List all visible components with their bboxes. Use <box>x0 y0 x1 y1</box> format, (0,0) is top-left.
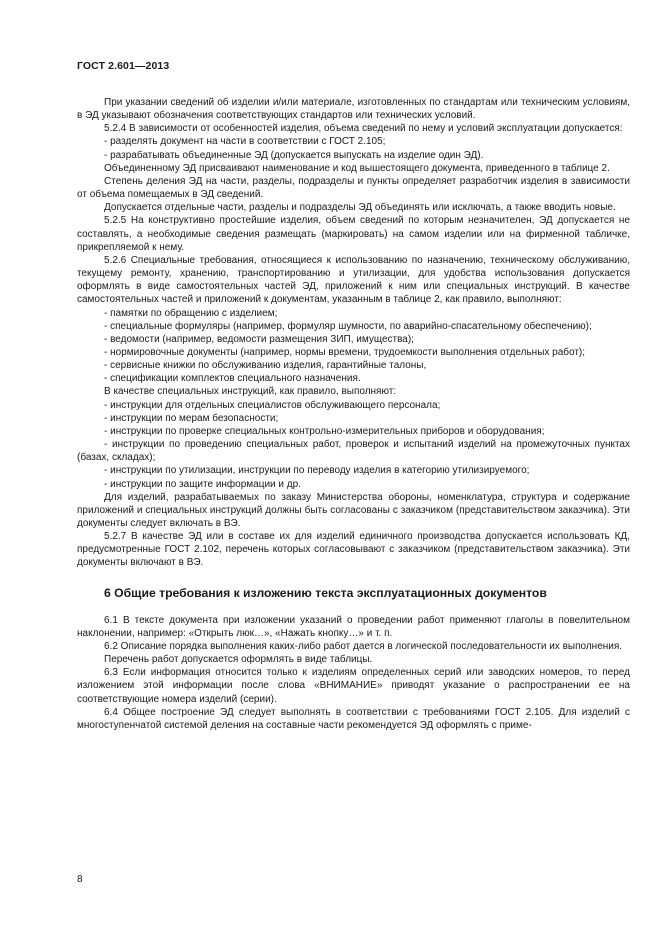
clause-5-2-4: 5.2.4 В зависимости от особенностей изделия, объема сведений по нему и условий эксплуатации допускается: <box>104 123 623 135</box>
list-item: - нормировочные документы (например, нормы времени, трудоемкости выполнения отдельных работ); <box>104 346 586 358</box>
paragraph: Допускается отдельные части, разделы и подразделы ЭД объединять или исключать, а также вводить новые. <box>104 202 616 214</box>
list-item: - специальные формуляры (например, формуляр шумности, по аварийно-спасательному обеспечению); <box>104 320 592 332</box>
paragraph: В качестве специальных инструкций, как правило, выполняют: <box>104 386 397 398</box>
list-item: - памятки по обращению с изделием; <box>104 307 278 319</box>
list-item: - разрабатывать объединенные ЭД (допускается выпускать на изделие один ЭД). <box>104 149 484 161</box>
list-item: - спецификации комплектов специального назначения. <box>104 373 361 385</box>
list-item: - инструкции по мерам безопасности; <box>104 412 279 424</box>
clause-6-3: 6.3 Если информация относится только к изделиям определенных серий или заводских номеров, то перед изложением этой информации после слова «ВНИМАНИЕ» приводят указание о распространении ее на соответствующие номера изделий (серии). <box>77 667 630 705</box>
document-body <box>77 96 630 732</box>
clause-6-1: 6.1 В тексте документа при изложении указаний о проведении работ применяют глаголы в повелительном наклонении, например: «Открыть люк…», «Нажать кнопку…» и т. п. <box>77 614 630 639</box>
document-header: ГОСТ 2.601—2013 <box>77 60 170 72</box>
list-item: - разделять документ на части в соответствии с ГОСТ 2.105; <box>104 136 386 148</box>
page-number: 8 <box>77 874 83 885</box>
clause-6-2: 6.2 Описание порядка выполнения каких-либо работ дается в логической последовательности их выполнения. <box>104 640 623 652</box>
list-item: - инструкции по утилизации, инструкции по переводу изделия в категорию утилизируемого; <box>104 465 530 477</box>
list-item: - ведомости (например, ведомости размещения ЗИП, имущества); <box>104 333 414 345</box>
clause-6-4: 6.4 Общее построение ЭД следует выполнять в соответствии с требованиями ГОСТ 2.105. Для изделий с многоступенчатой системой деления на составные части рекомендуется ЭД оформлять с приме- <box>77 706 630 731</box>
clause-5-2-7: 5.2.7 В качестве ЭД или в составе их для изделий единичного производства допускается использовать КД, предусмотренные ГОСТ 2.102, перечень которых согласовывают с заказчиком (представительством заказчика). Эти документы включают в ВЭ. <box>77 531 630 569</box>
list-item: - инструкции по проверке специальных контрольно-измерительных приборов и оборудования; <box>104 425 545 437</box>
paragraph: Для изделий, разрабатываемых по заказу Министерства обороны, номенклатура, структура и содержание приложений и специальных инструкций должны быть согласованы с заказчиком (представительством заказчика). Эти документы следует включать в ВЭ. <box>77 491 630 529</box>
list-item: - инструкции для отдельных специалистов обслуживающего персонала; <box>104 399 441 411</box>
clause-5-2-5: 5.2.5 На конструктивно простейшие изделия, объем сведений по которым незначителен, ЭД допускается не составлять, а необходимые сведения размещать (маркировать) на самом изделии или на фирменной табличке, прикрепляемой к нему. <box>77 215 630 253</box>
paragraph: Степень деления ЭД на части, разделы, подразделы и пункты определяет разработчик изделия в зависимости от объема помещаемых в ЭД сведений. <box>77 175 630 201</box>
list-item: - сервисные книжки по обслуживанию изделия, гарантийные талоны, <box>104 360 427 372</box>
paragraph: Объединенному ЭД присваивают наименование и код вышестоящего документа, приведенного в таблице 2. <box>104 162 610 174</box>
list-item: - инструкции по проведению специальных работ, проверок и испытаний изделий на промежуточных пунктах (базах, складах); <box>77 439 630 464</box>
section-6-heading: 6 Общие требования к изложению текста эксплуатационных документов <box>104 585 547 600</box>
paragraph: Перечень работ допускается оформлять в виде таблицы. <box>104 654 373 666</box>
list-item: - инструкции по защите информации и др. <box>104 478 301 490</box>
clause-5-2-6: 5.2.6 Специальные требования, относящиеся к использованию по назначению, техническому обслуживанию, текущему ремонту, хранению, транспортированию и утилизации, для удобства использования допускается оформлять в виде самостоятельных частей ЭД, приложений к ним или специальных инструкций. В качестве самостоятельных частей и приложений к документам, указанным в таблице 2, как правило, выполняют: <box>77 254 630 306</box>
paragraph: При указании сведений об изделии и/или материале, изготовленных по стандартам или техническим условиям, в ЭД указывают обозначения соответствующих стандартов или технических условий. <box>77 97 630 122</box>
